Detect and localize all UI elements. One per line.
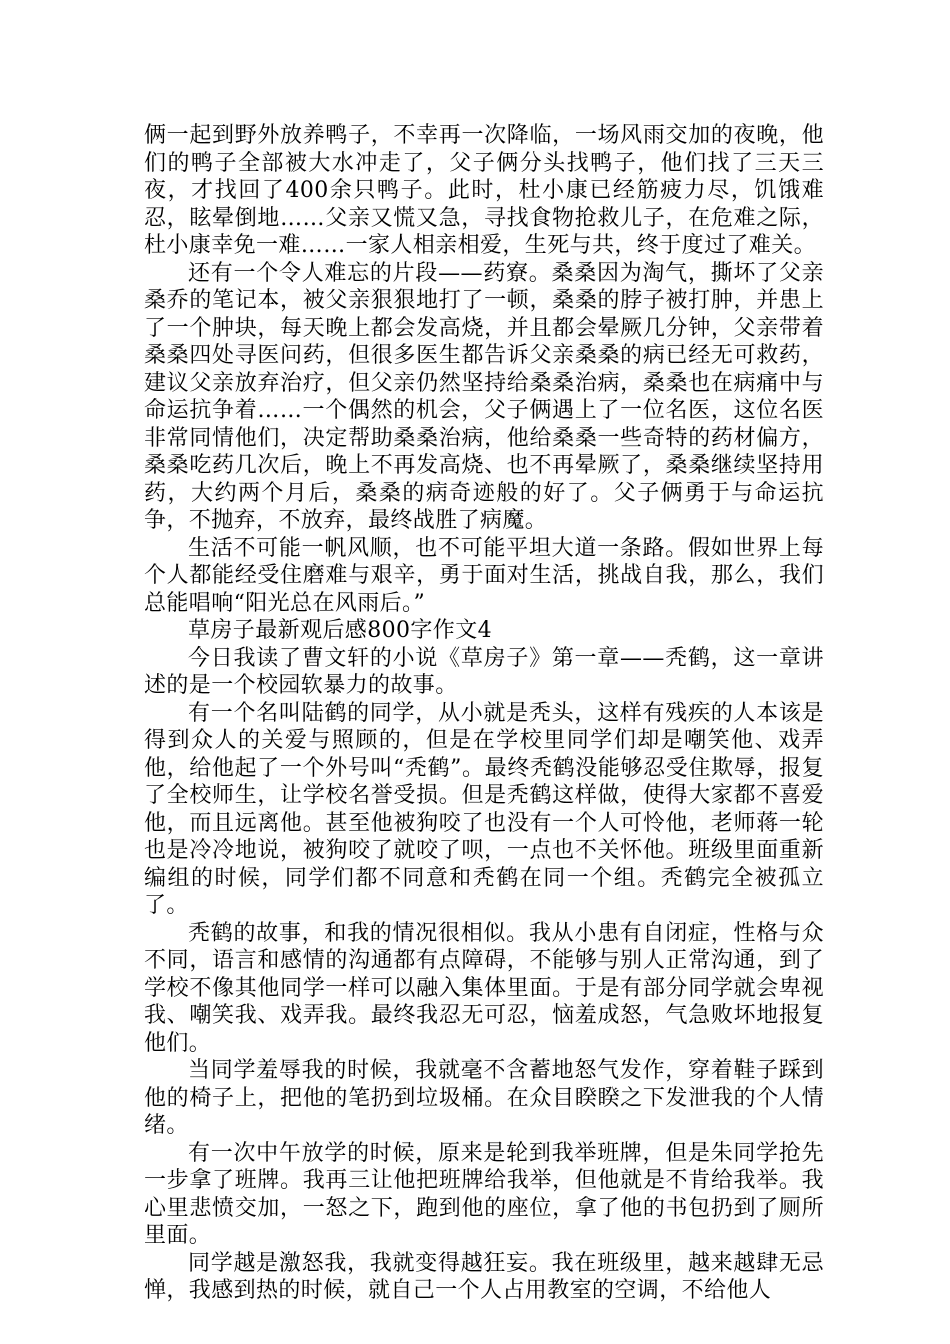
paragraph-intro: 今日我读了曹文轩的小说《草房子》第一章——秃鹤，这一章讲述的是一个校园软暴力的故事。 — [144, 645, 824, 698]
paragraph-continuation: 俩一起到野外放养鸭子，不幸再一次降临，一场风雨交加的夜晚，他们的鸭子全部被大水冲走了，父子俩分头找鸭子，他们找了三天三夜，才找回了400余只鸭子。此时，杜小康已经筋疲力尽，饥饿难忍，眩晕倒地……父亲又慌又急，寻找食物抢救儿子，在危难之际，杜小康幸免一难……一家人相亲相爱，生死与共，终于度过了难关。 — [144, 123, 824, 258]
paragraph-arrogance: 同学越是激怒我，我就变得越狂妄。我在班级里，越来越肆无忌惮，我感到热的时候，就自己一个人占用教室的空调，不给他人 — [144, 1250, 824, 1303]
paragraph-life-reflection: 生活不可能一帆风顺，也不可能平坦大道一条路。假如世界上每个人都能经受住磨难与艰辛，勇于面对生活，挑战自我，那么，我们总能唱响“阳光总在风雨后。” — [144, 535, 824, 616]
section-heading: 草房子最新观后感800字作文4 — [188, 618, 492, 643]
paragraph-my-situation: 秃鹤的故事，和我的情况很相似。我从小患有自闭症，性格与众不同，语言和感情的沟通都有点障碍，不能够与别人正常沟通，到了学校不像其他同学一样可以融入集体里面。于是有部分同学就会卑视我、嘲笑我、戏弄我。最终我忍无可忍，恼羞成怒，气急败坏地报复他们。 — [144, 920, 824, 1056]
paragraph-medicine-hut: 还有一个令人难忘的片段——药寮。桑桑因为淘气，撕坏了父亲桑乔的笔记本，被父亲狠狠地打了一顿，桑桑的脖子被打肿，并患上了一个肿块，每天晚上都会发高烧，并且都会晕厥几分钟，父亲带着桑桑四处寻医问药，但很多医生都告诉父亲桑桑的病已经无可救药，建议父亲放弃治疗，但父亲仍然坚持给桑桑治病，桑桑也在病痛中与命运抗争着……一个偶然的机会，父子俩遇上了一位名医，这位名医非常同情他们，决定帮助桑桑治病，他给桑桑一些奇特的药材偏方，桑桑吃药几次后，晚上不再发高烧、也不再晕厥了，桑桑继续坚持用药，大约两个月后，桑桑的病奇迹般的好了。父子俩勇于与命运抗争，不抛弃，不放弃，最终战胜了病魔。 — [144, 260, 824, 533]
document-body — [144, 122, 824, 1305]
paragraph-lu-he-story: 有一个名叫陆鹤的同学，从小就是秃头，这样有残疾的人本该是得到众人的关爱与照顾的，但是在学校里同学们却是嘲笑他、戏弄他，给他起了一个外号叫“秃鹤”。最终秃鹤没能够忍受住欺辱，报复了全校师生，让学校名誉受损。但是秃鹤这样做，使得大家都不喜爱他，而且远离他。甚至他被狗咬了也没有一个人可怜他，老师蒋一轮也是冷冷地说，被狗咬了就咬了呗，一点也不关怀他。班级里面重新编组的时候，同学们都不同意和秃鹤在同一个组。秃鹤完全被孤立了。 — [144, 700, 824, 918]
paragraph-anger: 当同学羞辱我的时候，我就毫不含蓄地怒气发作，穿着鞋子踩到他的椅子上，把他的笔扔到垃圾桶。在众目睽睽之下发泄我的个人情绪。 — [144, 1058, 824, 1138]
paragraph-class-sign: 有一次中午放学的时候，原来是轮到我举班牌，但是朱同学抢先一步拿了班牌。我再三让他把班牌给我举，但他就是不肯给我举。我心里悲愤交加，一怒之下，跑到他的座位，拿了他的书包扔到了厕所里面。 — [144, 1140, 824, 1248]
